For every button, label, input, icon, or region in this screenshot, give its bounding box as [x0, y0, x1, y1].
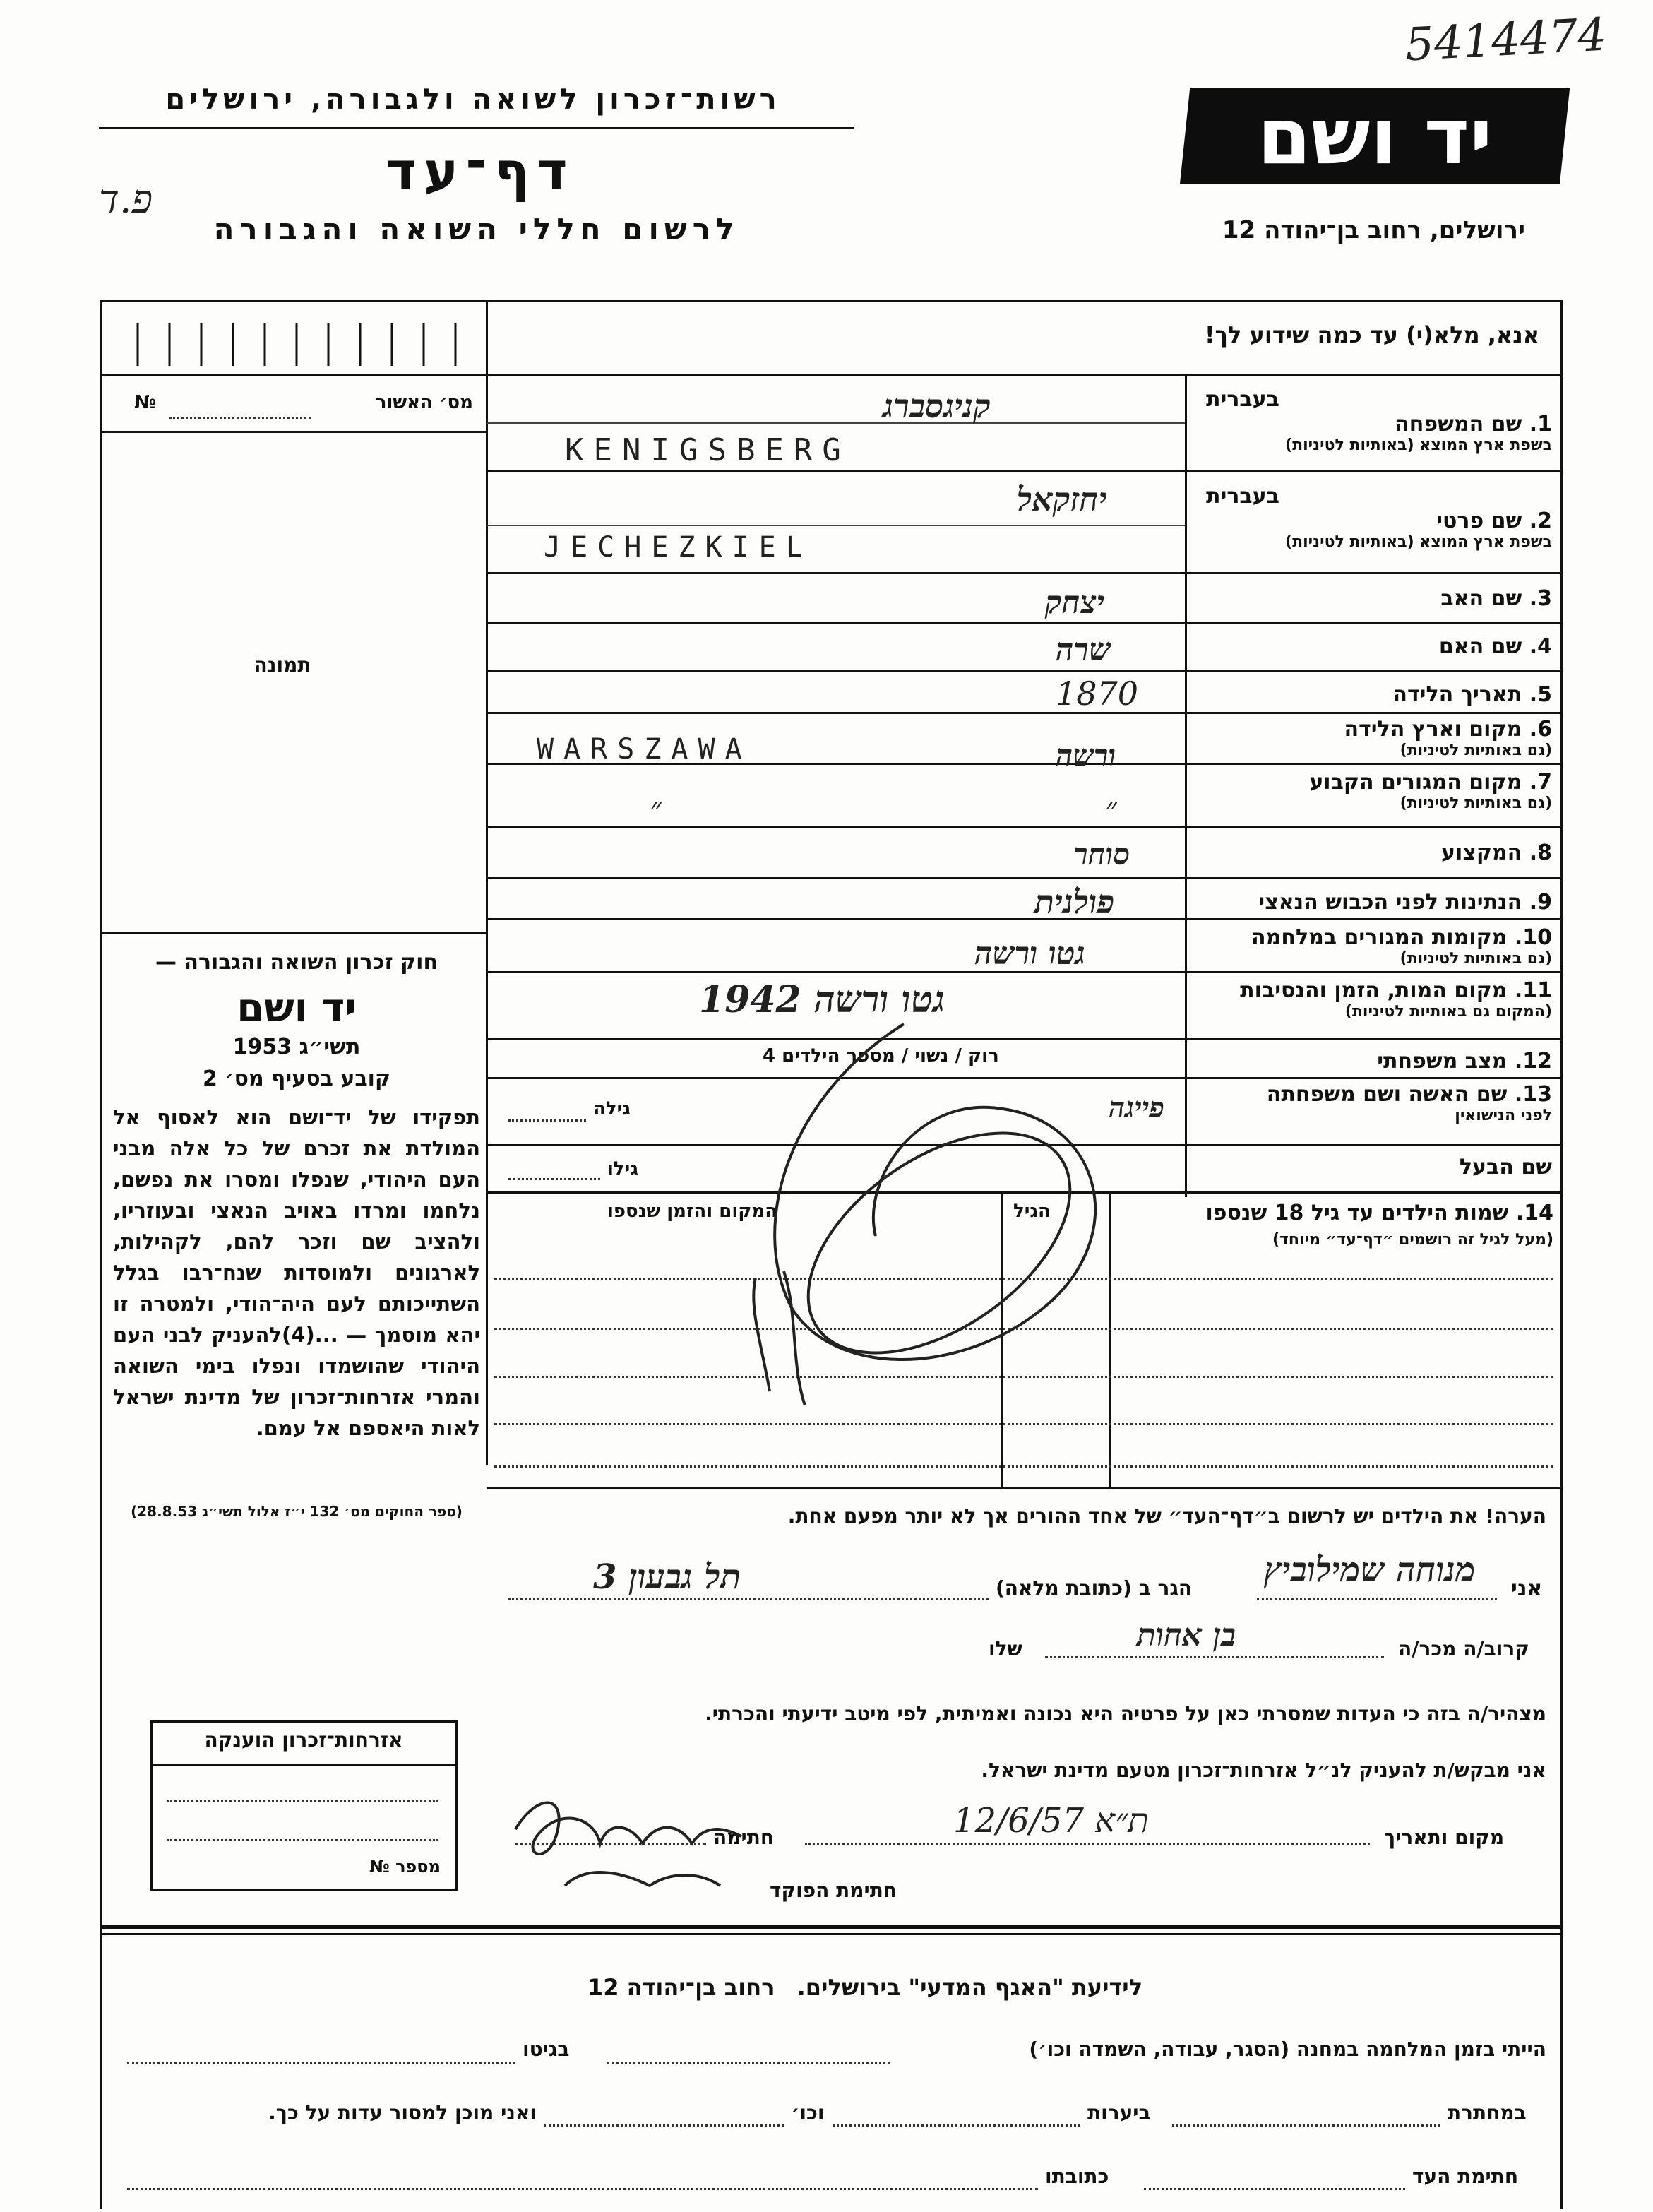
footer-line2-d: ואני מוכן למסור עדות על כך.	[268, 2101, 537, 2124]
yad-vashem-logo	[1180, 88, 1570, 184]
field-8-name: המקצוע	[1440, 840, 1522, 865]
photo-rule	[100, 932, 487, 934]
children-age-header: הגיל	[1013, 1201, 1051, 1222]
law-text: תפקידו של יד־ושם הוא לאסוף אל המולדת את זכרם של כל אלה מבני העם היהודי, שנפלו ומסרו את נפשם, נלחמו ומרדו באויב הנאצי ובעוזריו, ולהציב שם וזכר להם, לקהילות, לארגונים ולמוסדות שנח־רבו בגלל השתייכותם לעם היה־הודי, ולמטרה זו יהא מוסמך — ...(4)להעניק לבני העם היהודי שהושמדו ונפלו בימי השואה והמרי אזרחות־זכרון של מדינת ישראל לאות היאספם אל עמם.	[113, 1105, 480, 1440]
note: הערה! את הילדים יש לרשום ב״דף־העד״ של אחד ההורים אך לא יותר מפעם אחת.	[787, 1504, 1546, 1528]
field-7-value: ״	[1105, 791, 1117, 827]
witness-name: מנוחה שמילוביץ	[1264, 1550, 1476, 1590]
witness-signature	[508, 1780, 777, 1907]
address: ירושלים, רחוב בן־יהודה 12	[1222, 216, 1525, 244]
law-reference: (ספר החוקים מס׳ 132 י״ז אלול תשי״ג 28.8.53)	[131, 1503, 463, 1520]
place-date-field[interactable]	[805, 1843, 1370, 1845]
row-rule-3	[487, 622, 1560, 624]
footer-line2-field-b[interactable]	[833, 2124, 1080, 2127]
field-husband-name: שם הבעל	[1459, 1155, 1552, 1179]
law-title: חוק זכרון השואה והגבורה —	[155, 950, 438, 975]
field-10-name: מקומות המגורים במלחמה	[1251, 925, 1508, 950]
row-rule-1	[487, 470, 1560, 472]
tick-marks	[131, 323, 470, 366]
footer-line2-field-a[interactable]	[1172, 2124, 1440, 2127]
place-date-label: מקום ותאריך	[1384, 1826, 1505, 1849]
number-sign: №	[134, 392, 157, 413]
field-13-sub: לפני הנישואין	[1455, 1107, 1552, 1124]
field-2-name: שם פרטי	[1436, 509, 1522, 533]
field-6-value: ורשה	[1056, 738, 1116, 773]
field-1-lang-tag: בעברית	[1206, 387, 1279, 412]
field-7-value-latin: ״	[650, 791, 662, 827]
footer-line3-a: חתימת העד	[1412, 2165, 1519, 2188]
field-4-number: 4.	[1529, 634, 1552, 659]
field-7-number: 7.	[1529, 770, 1552, 795]
field-12-name: מצב משפחתי	[1377, 1049, 1508, 1074]
field-9-number: 9.	[1529, 890, 1552, 915]
footer-title	[494, 1974, 1236, 2001]
footer-rule-1	[100, 1925, 1560, 1929]
children-bottom-rule	[487, 1487, 1560, 1489]
certificate-number-label: מספר №	[369, 1857, 441, 1877]
field-2-sub: בשפת ארץ המוצא (באותיות לטיניות)	[1285, 533, 1552, 551]
photo-label: תמונה	[253, 653, 311, 677]
field-12-number: 12.	[1514, 1049, 1552, 1074]
husband-age-label: גילו	[607, 1158, 638, 1179]
footer-line1-b: בגיטו	[523, 2038, 570, 2061]
pen-scrawl	[706, 1010, 1200, 1434]
field-10-sub: (גם באותיות לטיניות)	[1400, 950, 1552, 968]
footer-line1-a: הייתי בזמן המלחמה במחנה (הסגר, עבודה, השמדה וכו׳)	[1029, 2038, 1546, 2061]
footer-title-text: לידיעת "האגף המדעי" בירושלים.	[796, 1974, 1143, 2001]
footer-line1-field-b[interactable]	[127, 2062, 515, 2064]
children-title: שמות הילדים עד גיל 18 שנספו	[1205, 1201, 1509, 1225]
field-2-value-he: יחזקאל	[1017, 480, 1107, 518]
field-1-value-he: קניגסברג	[883, 387, 991, 425]
law-name: יד ושם	[237, 985, 357, 1031]
declaration: מצהיר/ה בזה כי העדות שמסרתי כאן על פרטיה היא נכונה ואמיתית, לפי מיטב ידיעתי והכרתי.	[705, 1702, 1546, 1725]
field-9-value: פולנית	[1034, 883, 1115, 921]
instruction: אנא, מלא(י) עד כמה שידוע לך!	[1204, 321, 1539, 348]
field-5-name: תאריך הלידה	[1392, 682, 1522, 707]
footer-line3-b: כתובתו	[1045, 2165, 1109, 2188]
children-line-5[interactable]	[494, 1465, 1553, 1468]
certificate-rule	[153, 1764, 455, 1766]
field-8-value: סוחר	[1073, 837, 1130, 872]
field-8-number: 8.	[1529, 840, 1552, 865]
footer-line1-field-a[interactable]	[607, 2062, 890, 2064]
field-11-number: 11.	[1514, 978, 1552, 1003]
field-10-number: 10.	[1514, 925, 1552, 950]
field-6-value-latin: WARSZAWA	[537, 733, 752, 766]
field-5-number: 5.	[1529, 682, 1552, 707]
officer-label: חתימת הפוקד	[770, 1879, 897, 1902]
field-9-name: הנתינות לפני הכבוש הנאצי	[1258, 890, 1522, 915]
field-2-value-latin: JECHEZKIEL	[544, 531, 813, 564]
row-rule-8	[487, 877, 1560, 879]
field-11-value: גטו ורשה 1942	[699, 978, 945, 1021]
children-sub: (מעל לגיל זה רושמים ״דף־עד״ מיוחד)	[1272, 1231, 1553, 1249]
archive-number: 5414474	[1404, 8, 1608, 72]
field-2-number: 2.	[1529, 509, 1552, 533]
margin-note: פ.ד	[99, 177, 153, 222]
row-subrule-2	[487, 525, 1185, 526]
logo-text: יד ושם	[1257, 91, 1493, 182]
field-5-value: 1870	[1056, 674, 1139, 713]
footer-address: רחוב בן־יהודה 12	[587, 1974, 775, 2001]
footer-line2-b: ביערות	[1087, 2101, 1151, 2124]
certificate-title: אזרחות־זכרון הוענקה	[204, 1728, 403, 1752]
field-3-number: 3.	[1529, 586, 1552, 611]
his-label: שלו	[989, 1637, 1022, 1660]
field-7-name: מקום המגורים הקבוע	[1309, 770, 1522, 795]
field-10-value: גטו ורשה	[974, 936, 1086, 972]
footer-line3-field-b[interactable]	[127, 2188, 1038, 2190]
children-place-header: המקום והזמן שנספו	[607, 1201, 778, 1222]
row-rule-9	[487, 918, 1560, 920]
relation-field[interactable]	[1045, 1656, 1384, 1658]
field-7-sub: (גם באותיות לטיניות)	[1400, 795, 1552, 812]
field-13-number: 13.	[1514, 1082, 1552, 1107]
request: אני מבקש/ת להעניק לנ״ל אזרחות־זכרון מטעם מדינת ישראל.	[981, 1759, 1546, 1782]
footer-line2-field-c[interactable]	[544, 2124, 784, 2127]
certificate-box	[150, 1720, 458, 1891]
field-1-number: 1.	[1529, 412, 1552, 436]
husband-age-field[interactable]	[508, 1178, 600, 1180]
row-rule-2	[487, 572, 1560, 574]
field-1-name: שם המשפחה	[1395, 412, 1522, 436]
place-date-value: 12/6/57 ת״א	[953, 1801, 1149, 1841]
approval-number-field[interactable]	[169, 417, 311, 419]
row-subrule-1	[487, 422, 1185, 424]
field-11-sub: (המקום גם באותיות לטיניות)	[1344, 1003, 1552, 1021]
certificate-line-1[interactable]	[167, 1800, 438, 1802]
approval-label: מס׳ האשור	[375, 392, 473, 413]
field-11-name: מקום המות, הזמן והנסיבות	[1240, 978, 1508, 1003]
witness-address-field[interactable]	[508, 1598, 989, 1600]
footer-line3-field-a[interactable]	[1144, 2188, 1405, 2190]
witness-name-field[interactable]	[1257, 1598, 1497, 1600]
approval-rule	[100, 431, 487, 433]
form-title: דף־עד	[386, 141, 575, 202]
witness-i-label: אני	[1511, 1576, 1543, 1601]
field-12-value: רוק / נשוי / מספר הילדים 4	[763, 1045, 999, 1066]
field-13-value: פייגה	[1109, 1091, 1164, 1124]
field-1-sub: בשפת ארץ המוצא (באותיות לטיניות)	[1285, 436, 1552, 454]
relation-label: קרוב/ה מכר/ה	[1398, 1637, 1529, 1660]
tick-marks-svg	[131, 323, 470, 366]
law-year: תשי״ג 1953	[232, 1035, 361, 1059]
footer-line2-a: במחתרת	[1448, 2101, 1527, 2124]
children-number: 14.	[1515, 1201, 1553, 1225]
field-3-name: שם האב	[1440, 586, 1522, 611]
row-rule-4	[487, 670, 1560, 672]
field-13-age-label: גילה	[593, 1098, 631, 1119]
witness-residing-label: הגר ב (כתובת מלאה)	[996, 1576, 1193, 1600]
form-subtitle: לרשום חללי השואה והגבורה	[213, 212, 740, 246]
law-clause: קובע בסעיף מס׳ 2	[202, 1066, 391, 1091]
field-6-number: 6.	[1529, 717, 1552, 742]
relation-value: בן אחות	[1137, 1617, 1236, 1653]
field-4-value: שרה	[1056, 632, 1111, 668]
certificate-line-2[interactable]	[167, 1839, 438, 1841]
signature-label: חתימה	[713, 1826, 775, 1849]
field-2-lang-tag: בעברית	[1206, 484, 1279, 509]
footer-rule-2	[100, 1933, 1560, 1935]
row-rule-7	[487, 826, 1560, 828]
header-rule	[99, 127, 854, 129]
row-rule-5	[487, 712, 1560, 714]
field-6-sub: (גם באותיות לטיניות)	[1400, 742, 1552, 759]
footer-line2-c: וכו׳	[791, 2101, 825, 2124]
field-3-value: יצחק	[1045, 585, 1105, 621]
witness-address: תל גבעון 3	[593, 1557, 741, 1597]
field-6-name: מקום וארץ הלידה	[1344, 717, 1522, 742]
field-1-value-latin: KENIGSBERG	[565, 432, 851, 468]
field-4-name: שם האם	[1438, 634, 1522, 659]
field-13-age-field[interactable]	[508, 1119, 586, 1122]
field-13-name: שם האשה ושם משפחתה	[1266, 1082, 1508, 1107]
authority-name: רשות־זכרון לשואה ולגבורה, ירושלים	[165, 83, 781, 116]
